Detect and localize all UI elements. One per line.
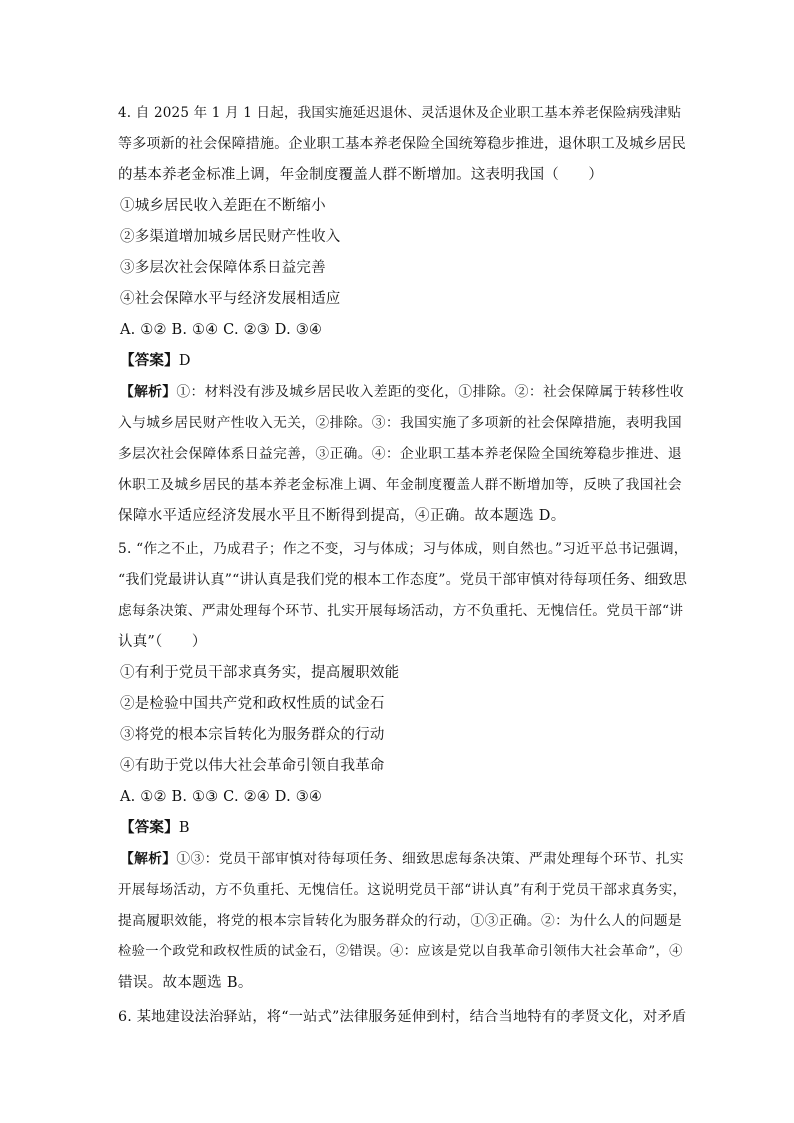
q5-stem-line-2: “我们党最讲认真”“讲认真是我们党的根本工作态度”。党员干部审慎对待每项任务、细致思 xyxy=(118,572,688,588)
q5-analysis-tag: 【解析】 xyxy=(120,851,177,867)
q5-stem-line-3: 虑每条决策、严肃处理每个环节、扎实开展每场活动，方不负重托、无愧信任。党员干部“讲 xyxy=(118,603,684,619)
q5-answer-value: B xyxy=(178,820,190,836)
q4-item-2: ②多渠道增加城乡居民财产性收入 xyxy=(120,229,341,245)
q4-item-3: ③多层次社会保障体系日益完善 xyxy=(120,260,326,276)
q4-analysis-line-1 xyxy=(120,382,690,402)
q4-stem-line-3: 的基本养老金标准上调，年金制度覆盖人群不断增加。这表明我国（ ） xyxy=(118,167,604,183)
q5-item-4: ④有助于党以伟大社会革命引领自我革命 xyxy=(120,758,385,774)
q5-item-3: ③将党的根本宗旨转化为服务群众的行动 xyxy=(120,727,385,743)
q4-analysis-text-1: ①：材料没有涉及城乡居民收入差距的变化，①排除。②：社会保障属于转移性收 xyxy=(176,384,685,400)
q4-item-1: ①城乡居民收入差距在不断缩小 xyxy=(120,198,326,214)
q4-answer xyxy=(120,351,690,371)
q4-analysis-line-2: 入与城乡居民财产性收入无关，②排除。③：我国实施了多项新的社会保障措施，表明我国 xyxy=(118,415,683,431)
q4-choices: A. ①② B. ①④ C. ②③ D. ③④ xyxy=(120,322,323,338)
q4-analysis-line-3: 多层次社会保障体系日益完善，③正确。④：企业职工基本养老保险全国统筹稳步推进、退 xyxy=(118,446,683,462)
q4-answer-value: D xyxy=(178,353,191,369)
q5-analysis-text-1: ①③：党员干部审慎对待每项任务、细致思虑每条决策、严肃处理每个环节、扎实 xyxy=(176,851,685,867)
q5-item-2: ②是检验中国共产党和政权性质的试金石 xyxy=(120,696,385,712)
q4-stem-line-1: 4. 自 2025 年 1 月 1 日起，我国实施延迟退休、灵活退休及企业职工基本养老保险病残津贴 xyxy=(118,105,682,121)
q5-answer-tag: 【答案】 xyxy=(120,819,179,836)
q4-item-4: ④社会保障水平与经济发展相适应 xyxy=(120,291,341,307)
q5-analysis-line-1 xyxy=(120,849,690,869)
q6-stem-line-1: 6. 某地建设法治驿站，将“一站式”法律服务延伸到村，结合当地特有的孝贤文化，对矛盾 xyxy=(118,1009,687,1025)
q5-stem-line-1: 5. “作之不止，乃成君子；作之不变，习与体成；习与体成，则自然也。”习近平总书记强调， xyxy=(118,541,688,557)
q5-choices: A. ①② B. ①③ C. ②④ D. ③④ xyxy=(120,789,323,805)
q4-answer-tag: 【答案】 xyxy=(120,352,179,369)
q4-analysis-line-5: 保障水平适应经济发展水平且不断得到提高，④正确。故本题选 D。 xyxy=(118,508,566,524)
q5-analysis-line-4: 检验一个政党和政权性质的试金石，②错误。④：应该是党以自我革命引领伟大社会革命”，④ xyxy=(118,944,683,959)
q5-stem-line-4: 认真”（ ） xyxy=(118,634,207,650)
q5-analysis-line-2: 开展每场活动，方不负重托、无愧信任。这说明党员干部“讲认真”有利于党员干部求真务实， xyxy=(118,882,687,898)
q5-item-1: ①有利于党员干部求真务实，提高履职效能 xyxy=(120,665,400,681)
q5-analysis-line-5: 错误。故本题选 B。 xyxy=(118,975,253,991)
q4-stem-line-2: 等多项新的社会保障措施。企业职工基本养老保险全国统筹稳步推进，退休职工及城乡居民 xyxy=(118,136,686,152)
q5-analysis-line-3: 提高履职效能，将党的根本宗旨转化为服务群众的行动，①③正确。②：为什么人的问题是 xyxy=(118,913,683,929)
q5-answer xyxy=(120,818,690,838)
q4-analysis-tag: 【解析】 xyxy=(120,384,177,400)
q4-analysis-line-4: 休职工及城乡居民的基本养老金标准上调、年金制度覆盖人群不断增加等，反映了我国社会 xyxy=(118,477,683,493)
